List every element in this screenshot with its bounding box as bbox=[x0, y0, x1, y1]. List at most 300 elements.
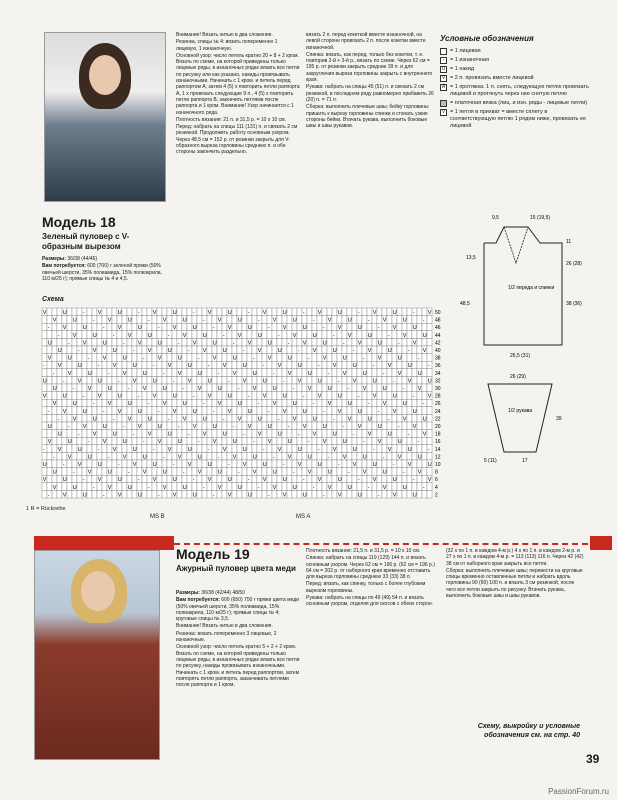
chart-cell bbox=[62, 414, 67, 422]
chart-cell bbox=[397, 331, 402, 339]
chart-cell bbox=[287, 399, 292, 407]
chart-cell bbox=[227, 445, 232, 453]
chart-cell bbox=[357, 376, 362, 384]
chart-symbol: V bbox=[182, 416, 187, 423]
chart-symbol: - bbox=[222, 416, 225, 423]
chart-cell bbox=[207, 369, 212, 377]
chart-cell bbox=[322, 460, 327, 468]
chart-cell bbox=[242, 399, 247, 407]
chart-cell bbox=[402, 361, 407, 369]
chart-cell bbox=[327, 414, 332, 422]
chart-symbol: U bbox=[312, 416, 317, 423]
chart-cell bbox=[162, 437, 167, 445]
chart-cell bbox=[347, 354, 352, 362]
chart-cell bbox=[92, 354, 97, 362]
chart-cell bbox=[157, 399, 162, 407]
chart-symbol: U bbox=[287, 439, 292, 446]
chart-cell bbox=[422, 437, 427, 445]
chart-cell bbox=[142, 392, 147, 400]
chart-cell bbox=[262, 422, 267, 430]
chart-cell bbox=[307, 331, 312, 339]
chart-cell bbox=[262, 384, 267, 392]
chart-cell bbox=[277, 483, 282, 491]
chart-cell bbox=[292, 437, 297, 445]
chart-cell bbox=[132, 468, 137, 476]
chart-cell bbox=[392, 468, 397, 476]
chart-cell bbox=[202, 437, 207, 445]
chart-cell bbox=[327, 354, 332, 362]
chart-cell bbox=[312, 338, 317, 346]
chart-cell bbox=[292, 430, 297, 438]
chart-cell bbox=[152, 399, 157, 407]
chart-cell bbox=[257, 369, 262, 377]
chart-cell bbox=[232, 316, 237, 324]
chart-cell bbox=[317, 354, 322, 362]
chart-cell bbox=[92, 460, 97, 468]
chart-cell bbox=[222, 308, 227, 316]
chart-cell bbox=[147, 468, 152, 476]
chart-cell bbox=[397, 460, 402, 468]
chart-symbol: U bbox=[402, 401, 407, 408]
chart-symbol: - bbox=[152, 446, 155, 453]
chart-symbol: U bbox=[127, 484, 132, 491]
chart-cell bbox=[262, 468, 267, 476]
chart-symbol: U bbox=[117, 393, 122, 400]
chart-cell bbox=[297, 452, 302, 460]
chart-cell bbox=[82, 437, 87, 445]
chart-cell bbox=[357, 414, 362, 422]
chart-cell bbox=[147, 354, 152, 362]
chart-cell bbox=[242, 483, 247, 491]
chart-cell bbox=[332, 354, 337, 362]
chart-symbol: - bbox=[297, 431, 300, 438]
chart-cell bbox=[317, 452, 322, 460]
symbol-tuck: V bbox=[441, 109, 446, 115]
chart-cell bbox=[42, 399, 47, 407]
chart-cell bbox=[122, 331, 127, 339]
chart-cell bbox=[112, 316, 117, 324]
chart-cell bbox=[117, 361, 122, 369]
chart-cell bbox=[87, 331, 92, 339]
chart-symbol: V bbox=[292, 416, 297, 423]
chart-cell bbox=[162, 460, 167, 468]
chart-cell bbox=[232, 384, 237, 392]
chart-cell bbox=[372, 354, 377, 362]
chart-cell bbox=[402, 490, 407, 498]
chart-symbol: U bbox=[382, 469, 387, 476]
chart-symbol: V bbox=[72, 332, 77, 339]
chart-symbol: V bbox=[377, 355, 382, 362]
chart-cell bbox=[182, 460, 187, 468]
chart-symbol: V bbox=[192, 340, 197, 347]
chart-cell bbox=[52, 445, 57, 453]
chart-symbol: V bbox=[97, 477, 102, 484]
chart-symbol: U bbox=[187, 363, 192, 370]
chart-cell bbox=[267, 346, 272, 354]
chart-symbol: U bbox=[52, 386, 57, 392]
chart-symbol: U bbox=[137, 408, 142, 415]
legend-text: = платочная вязка (лиц. и изн. ряды - лицевые петли) bbox=[450, 100, 588, 106]
dim-label: 5 (11) bbox=[484, 458, 497, 464]
chart-cell bbox=[327, 460, 332, 468]
chart-cell bbox=[172, 399, 177, 407]
chart-cell bbox=[302, 316, 307, 324]
chart-cell bbox=[232, 376, 237, 384]
chart-symbol: U bbox=[92, 416, 97, 423]
chart-cell bbox=[227, 452, 232, 460]
chart-symbol: V bbox=[377, 439, 382, 446]
chart-cell bbox=[232, 483, 237, 491]
chart-cell bbox=[212, 346, 217, 354]
chart-cell bbox=[422, 338, 427, 346]
chart-symbol: U bbox=[267, 424, 272, 430]
chart-symbol: - bbox=[57, 332, 60, 339]
chart-cell bbox=[47, 316, 52, 324]
chart-symbol: - bbox=[107, 454, 110, 461]
chart-cell bbox=[122, 392, 127, 400]
chart-cell bbox=[137, 430, 142, 438]
chart-symbol: U bbox=[332, 348, 337, 354]
chart-symbol: V bbox=[187, 462, 192, 468]
chart-cell bbox=[397, 414, 402, 422]
chart-cell bbox=[247, 369, 252, 377]
chart-symbol: U bbox=[202, 416, 207, 423]
chart-symbol: U bbox=[72, 317, 77, 324]
chart-cell bbox=[87, 445, 92, 453]
chart-cell bbox=[407, 452, 412, 460]
chart-cell bbox=[202, 308, 207, 316]
chart-symbol: U bbox=[427, 462, 432, 468]
chart-cell bbox=[327, 430, 332, 438]
chart-cell bbox=[217, 376, 222, 384]
piece-label: 1/2 рукава bbox=[508, 408, 533, 414]
chart-cell bbox=[197, 361, 202, 369]
chart-symbol: U bbox=[152, 462, 157, 468]
chart-cell bbox=[72, 452, 77, 460]
chart-cell bbox=[227, 483, 232, 491]
chart-symbol: V bbox=[412, 340, 417, 347]
chart-symbol: V bbox=[387, 446, 392, 453]
chart-cell bbox=[67, 460, 72, 468]
chart-cell bbox=[167, 468, 172, 476]
chart-cell bbox=[317, 468, 322, 476]
chart-symbol: V bbox=[162, 401, 167, 408]
chart-cell bbox=[57, 354, 62, 362]
chart-symbol: V bbox=[147, 431, 152, 438]
chart-symbol: V bbox=[137, 340, 142, 347]
chart-cell bbox=[422, 323, 427, 331]
chart-cell bbox=[172, 331, 177, 339]
chart-cell bbox=[222, 422, 227, 430]
chart-cell bbox=[102, 331, 107, 339]
chart-symbol: V bbox=[97, 310, 102, 316]
chart-cell bbox=[92, 490, 97, 498]
chart-symbol: V bbox=[117, 325, 122, 332]
chart-symbol: U bbox=[297, 363, 302, 370]
chart-cell bbox=[122, 323, 127, 331]
chart-cell bbox=[382, 376, 387, 384]
chart-cell bbox=[317, 346, 322, 354]
materials-label: Вам потребуется: bbox=[42, 263, 86, 270]
chart-cell bbox=[137, 445, 142, 453]
chart-cell bbox=[382, 445, 387, 453]
chart-cell bbox=[297, 422, 302, 430]
chart-cell bbox=[192, 354, 197, 362]
chart-cell bbox=[182, 369, 187, 377]
chart-cell bbox=[187, 490, 192, 498]
chart-cell bbox=[322, 308, 327, 316]
chart-cell bbox=[217, 323, 222, 331]
chart-cell bbox=[372, 430, 377, 438]
chart-cell bbox=[427, 399, 432, 407]
chart-cell bbox=[317, 369, 322, 377]
chart-cell bbox=[267, 468, 272, 476]
chart-symbol: U bbox=[297, 446, 302, 453]
chart-cell bbox=[327, 490, 332, 498]
chart-cell bbox=[52, 430, 57, 438]
chart-cell bbox=[267, 430, 272, 438]
chart-cell bbox=[407, 323, 412, 331]
chart-symbol: U bbox=[292, 484, 297, 491]
chart-cell bbox=[162, 354, 167, 362]
chart-cell bbox=[82, 331, 87, 339]
chart-cell bbox=[247, 316, 252, 324]
chart-cell bbox=[377, 399, 382, 407]
chart-cell bbox=[42, 331, 47, 339]
chart-cell bbox=[222, 369, 227, 377]
chart-cell bbox=[232, 308, 237, 316]
chart-cell bbox=[182, 422, 187, 430]
chart-cell bbox=[352, 369, 357, 377]
legend-text: = 2 п. провязать вместе лицевой bbox=[450, 75, 534, 81]
chart-cell bbox=[387, 407, 392, 415]
chart-cell bbox=[162, 331, 167, 339]
chart-cell bbox=[297, 437, 302, 445]
chart-cell bbox=[217, 460, 222, 468]
chart-symbol: - bbox=[142, 355, 145, 362]
chart-cell bbox=[332, 475, 337, 483]
chart-cell bbox=[347, 445, 352, 453]
chart-symbol: - bbox=[317, 446, 320, 453]
chart-cell bbox=[152, 490, 157, 498]
model19-column-3 bbox=[446, 548, 584, 600]
chart-symbol: V bbox=[42, 477, 47, 484]
chart-cell bbox=[352, 475, 357, 483]
chart-symbol: - bbox=[307, 439, 310, 446]
chart-symbol: - bbox=[367, 317, 370, 324]
chart-cell bbox=[382, 407, 387, 415]
chart-cell bbox=[297, 490, 302, 498]
chart-symbol: - bbox=[412, 477, 415, 484]
chart-cell bbox=[157, 475, 162, 483]
chart-cell bbox=[352, 437, 357, 445]
model19-column-2 bbox=[306, 548, 440, 609]
chart-cell bbox=[347, 361, 352, 369]
chart-cell bbox=[177, 384, 182, 392]
chart-cell bbox=[417, 460, 422, 468]
chart-cell bbox=[87, 483, 92, 491]
chart-cell bbox=[262, 323, 267, 331]
chart-symbol: - bbox=[322, 325, 325, 332]
chart-cell bbox=[377, 414, 382, 422]
chart-cell bbox=[387, 323, 392, 331]
chart-cell bbox=[77, 392, 82, 400]
chart-cell bbox=[92, 452, 97, 460]
dim-label: 26,5 (31) bbox=[510, 353, 531, 359]
chart-cell bbox=[297, 323, 302, 331]
chart-cell bbox=[132, 490, 137, 498]
chart-cell bbox=[67, 407, 72, 415]
chart-symbol: U bbox=[362, 454, 367, 461]
chart-cell bbox=[297, 468, 302, 476]
chart-symbol: U bbox=[62, 310, 67, 316]
chart-cell bbox=[132, 308, 137, 316]
chart-cell bbox=[352, 483, 357, 491]
chart-cell bbox=[72, 346, 77, 354]
chart-symbol: - bbox=[97, 446, 100, 453]
chart-cell bbox=[412, 369, 417, 377]
chart-cell bbox=[127, 376, 132, 384]
chart-cell bbox=[142, 422, 147, 430]
chart-cell bbox=[107, 414, 112, 422]
chart-symbol: U bbox=[232, 439, 237, 446]
chart-cell bbox=[197, 323, 202, 331]
chart-cell bbox=[92, 407, 97, 415]
chart-cell bbox=[367, 468, 372, 476]
chart-symbol: V bbox=[52, 401, 57, 408]
chart-cell bbox=[382, 323, 387, 331]
chart-cell bbox=[102, 483, 107, 491]
chart-cell bbox=[222, 483, 227, 491]
chart-cell bbox=[272, 323, 277, 331]
chart-symbol: U bbox=[92, 332, 97, 339]
chart-symbol: V bbox=[427, 393, 432, 400]
chart-cell bbox=[67, 361, 72, 369]
chart-cell bbox=[227, 399, 232, 407]
chart-cell bbox=[232, 331, 237, 339]
chart-symbol: U bbox=[57, 348, 62, 354]
chart-symbol: U bbox=[82, 325, 87, 332]
chart-cell bbox=[47, 392, 52, 400]
chart-symbol: V bbox=[52, 484, 57, 491]
chart-cell bbox=[127, 422, 132, 430]
chart-symbol: U bbox=[422, 416, 427, 423]
chart-cell bbox=[262, 399, 267, 407]
chart-cell bbox=[292, 323, 297, 331]
chart-cell bbox=[202, 452, 207, 460]
chart-cell bbox=[402, 338, 407, 346]
chart-symbol: U bbox=[232, 355, 237, 362]
chart-symbol: - bbox=[267, 408, 270, 415]
chart-cell bbox=[307, 460, 312, 468]
chart-symbol: - bbox=[332, 416, 335, 423]
chart-symbol: V bbox=[202, 348, 207, 354]
chart-cell bbox=[212, 308, 217, 316]
chart-cell bbox=[47, 346, 52, 354]
chart-cell bbox=[127, 346, 132, 354]
chart-cell bbox=[372, 369, 377, 377]
chart-symbol: U bbox=[342, 439, 347, 446]
chart-symbol: U bbox=[312, 332, 317, 339]
chart-symbol: V bbox=[247, 340, 252, 347]
chart-cell bbox=[212, 331, 217, 339]
chart-cell bbox=[182, 376, 187, 384]
chart-cell bbox=[92, 323, 97, 331]
chart-cell bbox=[287, 384, 292, 392]
chart-symbol: V bbox=[407, 462, 412, 468]
legend-text: = 1 накид bbox=[450, 66, 475, 72]
chart-symbol: - bbox=[377, 408, 380, 415]
sizes-label: Размеры: bbox=[176, 590, 200, 596]
chart-symbol: - bbox=[197, 439, 200, 446]
chart-cell bbox=[252, 422, 257, 430]
row-legend: 1 R = Rückreihe bbox=[26, 506, 66, 512]
chart-cell bbox=[157, 392, 162, 400]
chart-cell bbox=[167, 422, 172, 430]
chart-cell bbox=[362, 308, 367, 316]
chart-cell bbox=[232, 414, 237, 422]
chart-cell bbox=[122, 475, 127, 483]
chart-symbol: U bbox=[162, 469, 167, 476]
chart-cell bbox=[152, 369, 157, 377]
chart-cell bbox=[192, 445, 197, 453]
chart-cell bbox=[347, 369, 352, 377]
chart-cell bbox=[327, 338, 332, 346]
chart-symbol: U bbox=[112, 431, 117, 438]
chart-symbol: U bbox=[87, 370, 92, 377]
chart-cell bbox=[142, 490, 147, 498]
chart-cell bbox=[172, 452, 177, 460]
chart-cell bbox=[302, 452, 307, 460]
chart-cell bbox=[237, 392, 242, 400]
chart-cell bbox=[417, 490, 422, 498]
chart-cell bbox=[272, 346, 277, 354]
chart-cell bbox=[137, 437, 142, 445]
chart-cell bbox=[87, 316, 92, 324]
chart-symbol: U bbox=[217, 386, 222, 392]
chart-symbol: V bbox=[292, 332, 297, 339]
chart-cell bbox=[247, 452, 252, 460]
chart-symbol: U bbox=[122, 439, 127, 446]
chart-cell bbox=[142, 376, 147, 384]
chart-cell bbox=[232, 346, 237, 354]
chart-cell bbox=[222, 338, 227, 346]
chart-cell bbox=[302, 460, 307, 468]
chart-cell bbox=[322, 445, 327, 453]
chart-cell bbox=[427, 414, 432, 422]
chart-cell bbox=[412, 445, 417, 453]
chart-cell bbox=[232, 407, 237, 415]
chart-symbol: - bbox=[342, 424, 345, 430]
chart-cell bbox=[302, 483, 307, 491]
chart-symbol: V bbox=[372, 393, 377, 400]
chart-cell bbox=[257, 384, 262, 392]
chart-cell bbox=[112, 384, 117, 392]
chart-cell bbox=[62, 452, 67, 460]
chart-symbol: U bbox=[97, 462, 102, 468]
chart-symbol: U bbox=[57, 431, 62, 438]
row-number: 28 bbox=[435, 393, 441, 400]
chart-cell bbox=[377, 376, 382, 384]
chart-cell bbox=[152, 384, 157, 392]
chart-cell bbox=[162, 308, 167, 316]
chart-cell bbox=[97, 316, 102, 324]
chart-cell bbox=[427, 483, 432, 491]
chart-cell bbox=[287, 323, 292, 331]
chart-cell bbox=[322, 392, 327, 400]
chart-cell bbox=[192, 346, 197, 354]
chart-cell bbox=[147, 369, 152, 377]
